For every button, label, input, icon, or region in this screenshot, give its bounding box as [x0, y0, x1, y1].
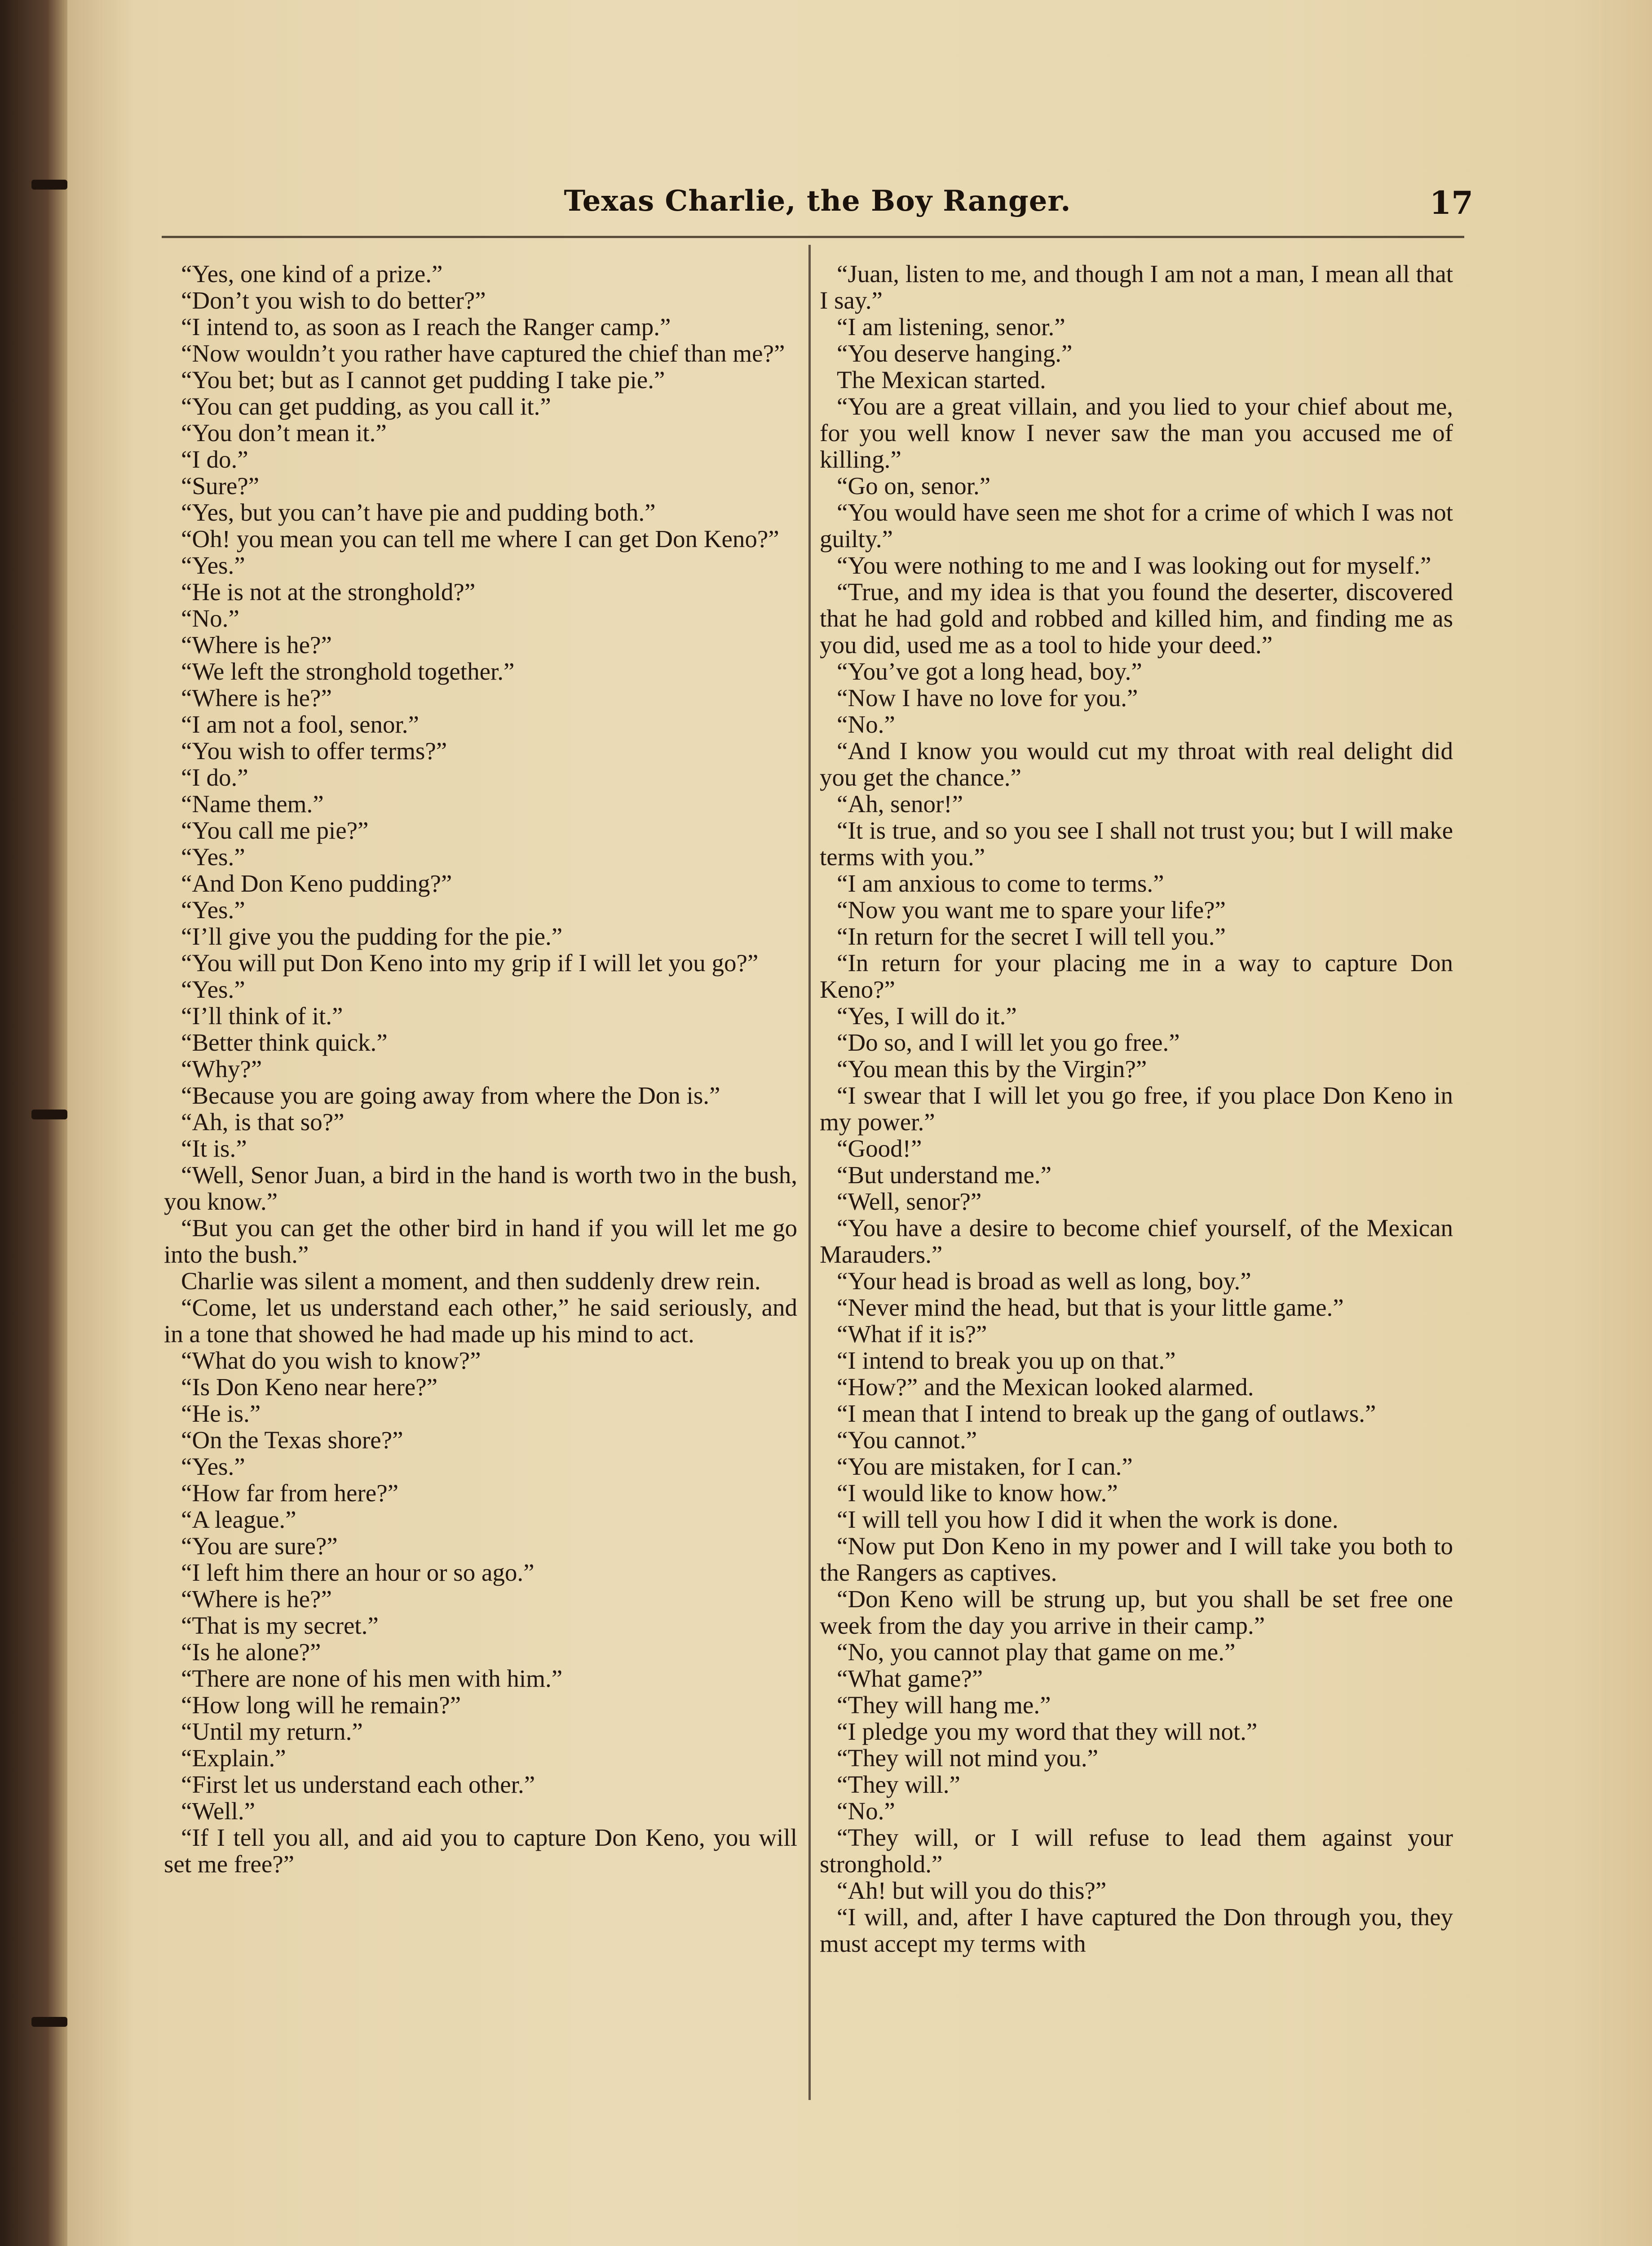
paragraph: “Yes, I will do it.” — [837, 1002, 1017, 1030]
paragraph: “I am listening, senor.” — [837, 313, 1065, 340]
paragraph: “They will hang me.” — [837, 1691, 1051, 1719]
paragraph: “Well, Senor Juan, a bird in the hand is worth two in the bush, you know.” — [164, 1161, 797, 1215]
header-rule — [162, 236, 1464, 238]
paragraph: “How long will he remain?” — [181, 1691, 461, 1719]
paragraph: “You cannot.” — [837, 1426, 977, 1454]
paragraph: “You were nothing to me and I was looking out for myself.” — [837, 552, 1431, 579]
paragraph: “He is not at the stronghold?” — [181, 578, 476, 606]
paragraph: “We left the stronghold together.” — [181, 658, 515, 685]
paragraph: “I am anxious to come to terms.” — [837, 870, 1164, 897]
binding-stitch — [31, 2017, 67, 2027]
paragraph: “Never mind the head, but that is your little game.” — [837, 1294, 1344, 1321]
paragraph: “Don’t you wish to do better?” — [181, 287, 486, 314]
paragraph: “Now wouldn’t you rather have captured the chief than me?” — [181, 340, 785, 367]
paragraph: “They will not mind you.” — [837, 1744, 1098, 1772]
paragraph: “Now you want me to spare your life?” — [837, 896, 1226, 924]
paragraph: “It is true, and so you see I shall not trust you; but I will make terms with you.” — [820, 817, 1453, 871]
paragraph: “Oh! you mean you can tell me where I can get Don Keno?” — [181, 525, 779, 553]
paragraph: “What do you wish to know?” — [181, 1347, 481, 1374]
paragraph: “What game?” — [837, 1665, 983, 1692]
paragraph: “There are none of his men with him.” — [181, 1665, 563, 1692]
paragraph: “Well.” — [181, 1797, 256, 1825]
paragraph: “Sure?” — [181, 472, 260, 500]
paragraph: “Is he alone?” — [181, 1638, 321, 1666]
paragraph: “No.” — [837, 1797, 895, 1825]
paragraph: “You will put Don Keno into my grip if I will let you go?” — [181, 949, 759, 977]
paragraph: “Juan, listen to me, and though I am not a man, I mean all that I say.” — [820, 260, 1453, 314]
paragraph: “Ah! but will you do this?” — [837, 1877, 1107, 1904]
paragraph: “I will, and, after I have captured the Don through you, they must accept my terms with — [820, 1903, 1453, 1957]
paragraph: “Good!” — [837, 1135, 922, 1162]
paragraph: “Ah, senor!” — [837, 790, 963, 818]
paragraph: “Ah, is that so?” — [181, 1108, 345, 1136]
paragraph: “You would have seen me shot for a crime of which I was not guilty.” — [820, 499, 1453, 553]
paragraph: “You deserve hanging.” — [837, 340, 1073, 367]
paragraph: “Now put Don Keno in my power and I will take you both to the Rangers as captives. — [820, 1532, 1453, 1586]
paragraph: “I pledge you my word that they will not.” — [837, 1718, 1258, 1745]
paragraph: “How?” and the Mexican looked alarmed. — [837, 1373, 1254, 1401]
page-header — [162, 184, 1473, 238]
paragraph: “Explain.” — [181, 1744, 286, 1772]
paragraph: “I do.” — [181, 764, 248, 791]
paragraph: “I’ll think of it.” — [181, 1002, 343, 1030]
paragraph: “I will tell you how I did it when the work is done. — [837, 1506, 1338, 1533]
paragraph: “Until my return.” — [181, 1718, 363, 1745]
paragraph: “On the Texas shore?” — [181, 1426, 403, 1454]
paragraph: “No, you cannot play that game on me.” — [837, 1638, 1236, 1666]
paragraph: “You call me pie?” — [181, 817, 369, 844]
paragraph: “Yes.” — [181, 552, 245, 579]
paragraph: “That is my secret.” — [181, 1612, 379, 1639]
paragraph: “Do so, and I will let you go free.” — [837, 1029, 1180, 1056]
paragraph: “I mean that I intend to break up the gang of outlaws.” — [837, 1400, 1376, 1427]
paragraph: “I left him there an hour or so ago.” — [181, 1559, 534, 1586]
paragraph: Charlie was silent a moment, and then suddenly drew rein. — [181, 1267, 761, 1295]
paragraph: “Where is he?” — [181, 684, 332, 712]
paragraph: “First let us understand each other.” — [181, 1771, 535, 1798]
paragraph: “I do.” — [181, 446, 248, 473]
paragraph: “If I tell you all, and aid you to capture Don Keno, you will set me free?” — [164, 1824, 797, 1878]
paragraph: “Yes.” — [181, 843, 245, 871]
paragraph: The Mexican started. — [837, 366, 1046, 393]
binding-stitch — [31, 1110, 67, 1119]
paragraph: “No.” — [181, 605, 239, 632]
paragraph: “Don Keno will be strung up, but you shall be set free one week from the day you arrive in their camp.” — [820, 1585, 1453, 1639]
paragraph: “I am not a fool, senor.” — [181, 711, 419, 738]
left-column — [164, 261, 797, 1877]
paragraph: “True, and my idea is that you found the deserter, discovered that he had gold and robbed and killed him, and finding me as you did, used me as a tool to hide your deed.” — [820, 578, 1453, 659]
paragraph: “Yes, but you can’t have pie and pudding both.” — [181, 499, 656, 526]
paragraph: “Where is he?” — [181, 1585, 332, 1613]
paragraph: “But understand me.” — [837, 1161, 1052, 1189]
paragraph: “Go on, senor.” — [837, 472, 991, 500]
paragraph: “How far from here?” — [181, 1479, 399, 1507]
paragraph: “They will, or I will refuse to lead them against your stronghold.” — [820, 1824, 1453, 1878]
paragraph: “You are mistaken, for I can.” — [837, 1453, 1133, 1480]
paragraph: “What if it is?” — [837, 1320, 987, 1348]
right-column — [820, 261, 1453, 1957]
paragraph: “A league.” — [181, 1506, 296, 1533]
paragraph: “I intend to, as soon as I reach the Ranger camp.” — [181, 313, 671, 340]
paragraph: “No.” — [837, 711, 895, 738]
paragraph: “I swear that I will let you go free, if you place Don Keno in my power.” — [820, 1082, 1453, 1136]
paragraph: “But you can get the other bird in hand if you will let me go into the bush.” — [164, 1214, 797, 1268]
paragraph: “I would like to know how.” — [837, 1479, 1118, 1507]
paragraph: “Why?” — [181, 1055, 262, 1083]
paragraph: “You wish to offer terms?” — [181, 737, 447, 765]
binding-stitch — [31, 180, 67, 190]
paragraph: “In return for your placing me in a way to capture Don Keno?” — [820, 949, 1453, 1003]
paragraph: “You bet; but as I cannot get pudding I take pie.” — [181, 366, 665, 393]
page-number: 17 — [1429, 184, 1473, 221]
paragraph: “Name them.” — [181, 790, 324, 818]
paragraph: “And I know you would cut my throat with real delight did you get the chance.” — [820, 737, 1453, 791]
paragraph: “Come, let us understand each other,” he said seriously, and in a tone that showed he had made up his mind to act. — [164, 1294, 797, 1348]
paragraph: “They will.” — [837, 1771, 960, 1798]
paragraph: “You mean this by the Virgin?” — [837, 1055, 1147, 1083]
running-title: Texas Charlie, the Boy Ranger. — [564, 184, 1071, 218]
paragraph: “You have a desire to become chief yourself, of the Mexican Marauders.” — [820, 1214, 1453, 1268]
column-divider — [808, 245, 811, 2100]
paragraph: “Is Don Keno near here?” — [181, 1373, 438, 1401]
paragraph: “Well, senor?” — [837, 1188, 982, 1215]
paragraph: “Yes.” — [181, 896, 245, 924]
paragraph: “You are sure?” — [181, 1532, 338, 1560]
paragraph: “You are a great villain, and you lied to your chief about me, for you well know I never saw the man you accused me of killing.” — [820, 393, 1453, 473]
paragraph: “Your head is broad as well as long, boy.” — [837, 1267, 1251, 1295]
paragraph: “I intend to break you up on that.” — [837, 1347, 1176, 1374]
paragraph: “It is.” — [181, 1135, 247, 1162]
paragraph: “I’ll give you the pudding for the pie.” — [181, 923, 563, 950]
paragraph: “Better think quick.” — [181, 1029, 388, 1056]
paragraph: “Yes.” — [181, 1453, 245, 1480]
paragraph: “You can get pudding, as you call it.” — [181, 393, 551, 420]
paragraph: “You’ve got a long head, boy.” — [837, 658, 1142, 685]
paragraph: “Now I have no love for you.” — [837, 684, 1138, 712]
book-spine — [0, 0, 67, 2246]
paragraph: “He is.” — [181, 1400, 261, 1427]
paragraph: “And Don Keno pudding?” — [181, 870, 452, 897]
paragraph: “Where is he?” — [181, 631, 332, 659]
paragraph: “You don’t mean it.” — [181, 419, 387, 447]
paragraph: “Yes, one kind of a prize.” — [181, 260, 443, 287]
paragraph: “Yes.” — [181, 976, 245, 1003]
paragraph: “Because you are going away from where the Don is.” — [181, 1082, 720, 1109]
paragraph: “In return for the secret I will tell you.” — [837, 923, 1226, 950]
